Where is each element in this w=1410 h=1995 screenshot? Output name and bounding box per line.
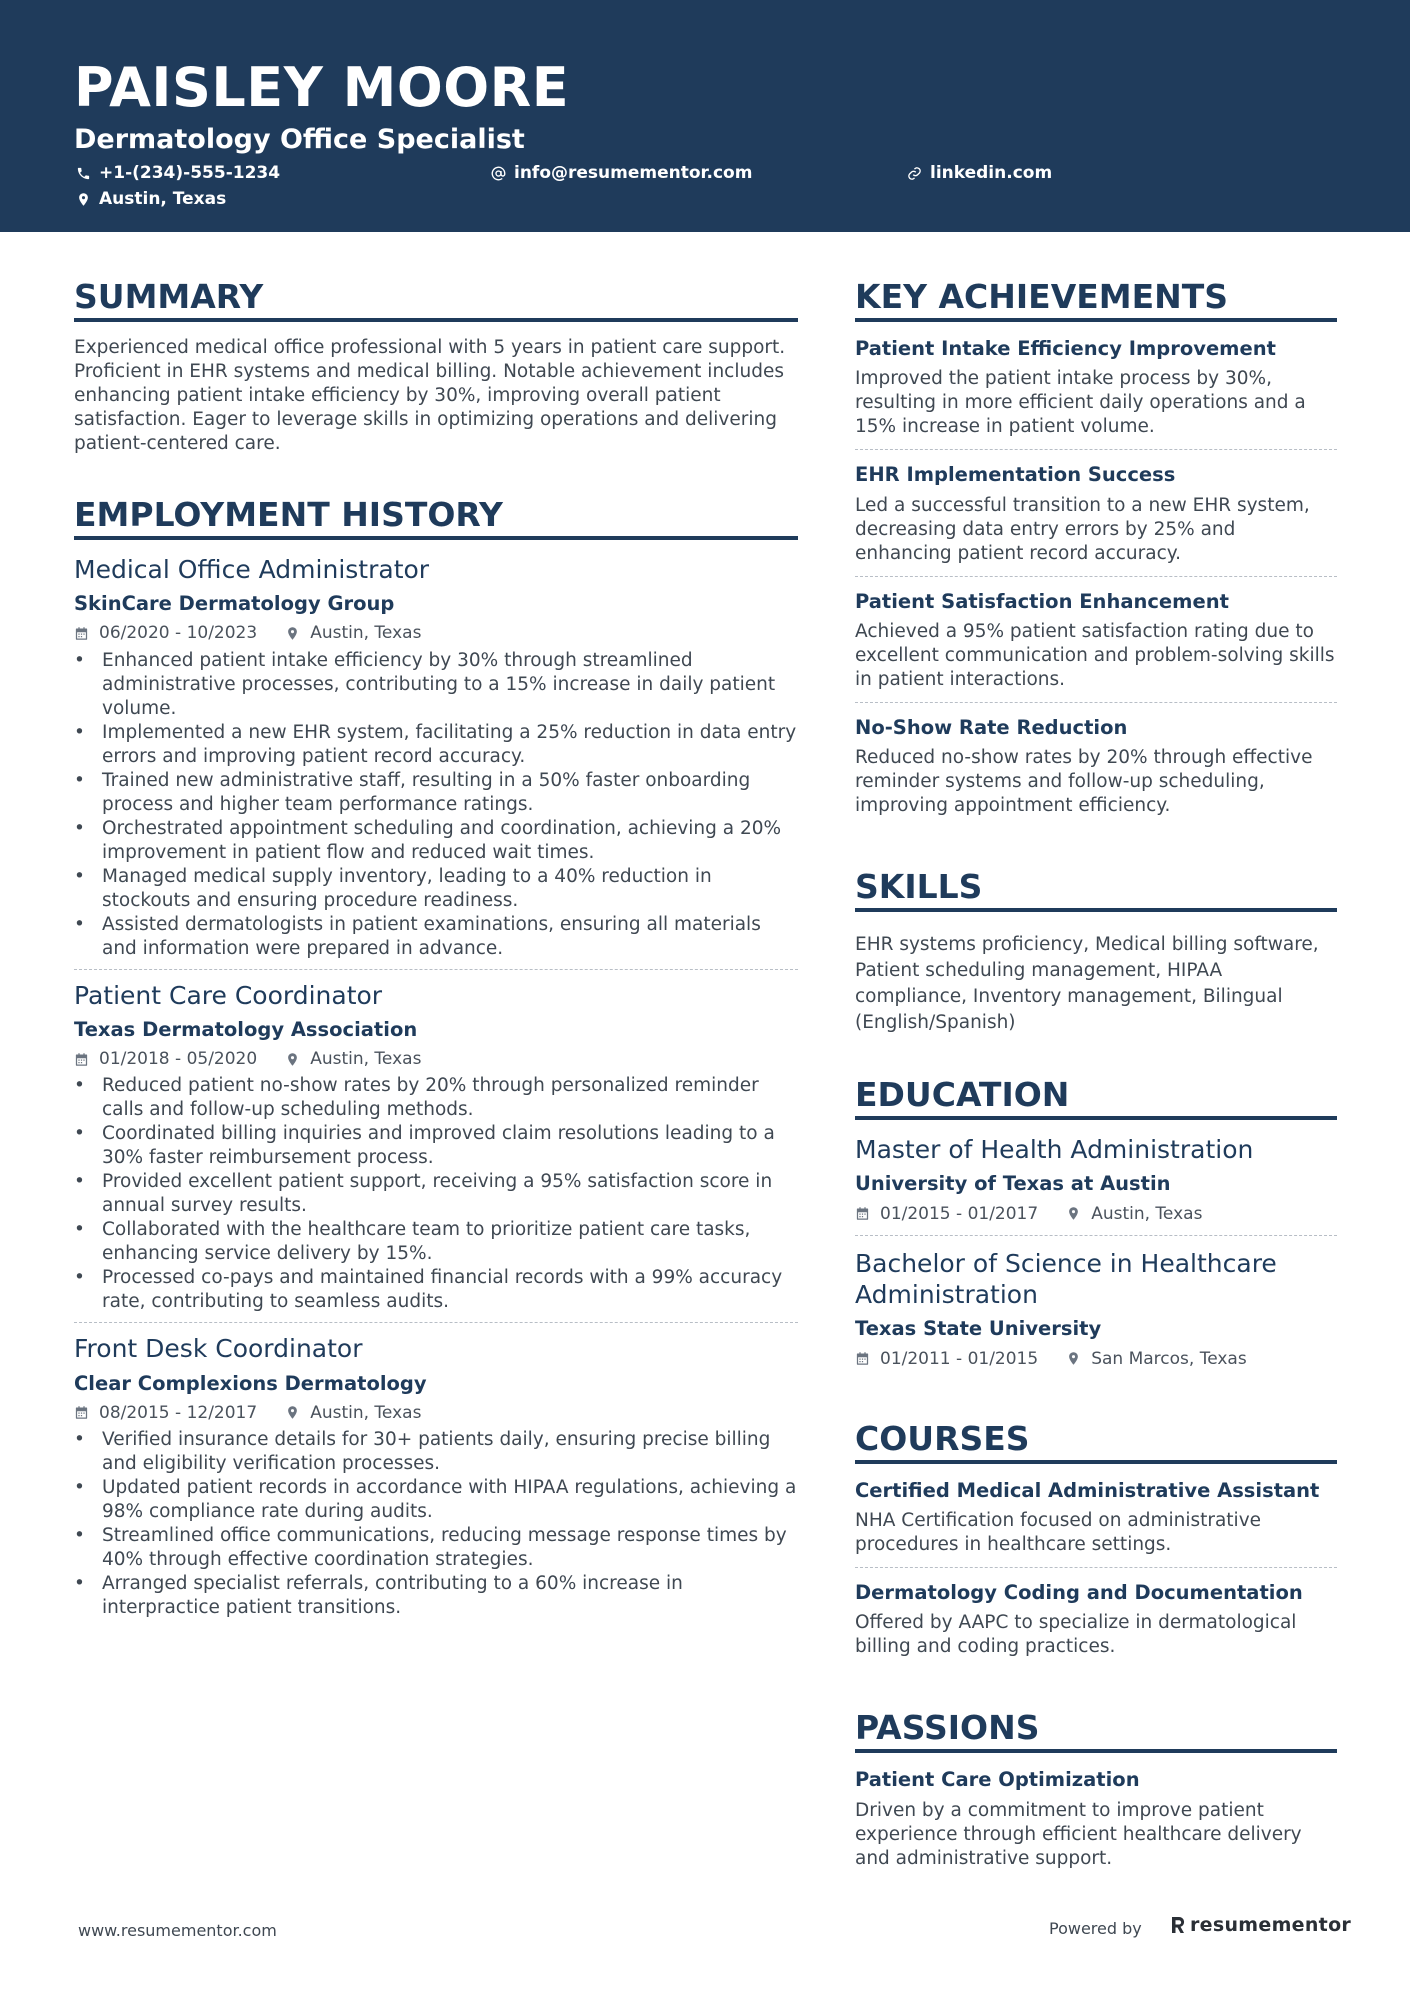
- achievement-text: Improved the patient intake process by 30%, resulting in more efficient daily operations and a 15% increase in patient volume.: [855, 368, 1306, 438]
- calendar-icon: [74, 1405, 89, 1420]
- job-meta: [74, 1402, 798, 1424]
- education-location: San Marcos, Texas: [1091, 1348, 1247, 1369]
- footer-website-link[interactable]: www.resumementor.com: [78, 1921, 277, 1940]
- achievement-text: Reduced no-show rates by 20% through effective reminder systems and follow-up scheduling, improving appointment efficiency.: [855, 747, 1313, 817]
- courses-section: [855, 1420, 1337, 1670]
- job-dates: 06/2020 - 10/2023: [99, 623, 258, 644]
- education-meta: [855, 1348, 1337, 1370]
- calendar-icon: [855, 1206, 870, 1221]
- at-sign-icon: [491, 166, 506, 181]
- course-title: Dermatology Coding and Documentation: [855, 1581, 1303, 1605]
- summary-text: Experienced medical office professional with 5 years in patient care support. Proficient in EHR systems and medical billing. Notable achievement includes enhancing patient intake efficiency by 30%, improving overall patient satisfaction. Eager to leverage skills in optimizing operations and delivering patient-centered care.: [74, 336, 786, 454]
- passions-heading: PASSIONS: [855, 1709, 1337, 1753]
- achievement-item: [855, 589, 1337, 703]
- contact-linkedin-text: linkedin.com: [930, 163, 1053, 183]
- job-bullet: • Updated patient records in accordance with HIPAA regulations, achieving a 98% compliance rate during audits.: [74, 1476, 798, 1524]
- right-column: [855, 278, 1337, 1921]
- job-bullet: • Implemented a new EHR system, facilitating a 25% reduction in data entry errors and improving patient record accuracy.: [74, 721, 798, 769]
- resumementor-logo-icon: [1170, 1915, 1186, 1935]
- job-bullet: • Verified insurance details for 30+ patients daily, ensuring precise billing and eligibility verification processes.: [74, 1428, 798, 1476]
- location-pin-icon: [285, 1052, 300, 1067]
- contact-phone-text: +1-(234)-555-1234: [99, 163, 281, 183]
- education-school: University of Texas at Austin: [855, 1172, 1171, 1196]
- achievements-section: [855, 278, 1337, 828]
- summary-heading: SUMMARY: [74, 278, 798, 322]
- passion-text: Driven by a commitment to improve patient experience through efficient healthcare delivery and administrative support.: [855, 1799, 1302, 1869]
- location-pin-icon: [1066, 1351, 1081, 1366]
- job-bullet: • Orchestrated appointment scheduling and coordination, achieving a 20% improvement in patient flow and reduced wait times.: [74, 817, 798, 865]
- course-text: NHA Certification focused on administrative procedures in healthcare settings.: [855, 1510, 1262, 1556]
- job-bullet: • Coordinated billing inquiries and improved claim resolutions leading to a 30% faster reimbursement process.: [74, 1122, 798, 1170]
- job-location: Austin, Texas: [310, 623, 422, 644]
- education-section: [855, 1076, 1337, 1380]
- achievement-text: Led a successful transition to a new EHR system, decreasing data entry errors by 25% and enhancing patient record accuracy.: [855, 494, 1310, 564]
- job-bullet: • Processed co-pays and maintained financial records with a 99% accuracy rate, contributing to seamless audits.: [74, 1266, 798, 1314]
- passion-item: [855, 1767, 1337, 1880]
- contact-email[interactable]: [491, 163, 752, 183]
- job-bullet: • Enhanced patient intake efficiency by 30% through streamlined administrative processes, contributing to a 15% increase in daily patient volume.: [74, 649, 798, 721]
- footer-brand-logo[interactable]: [1170, 1914, 1351, 1936]
- job-bullet: • Collaborated with the healthcare team to prioritize patient care tasks, enhancing service delivery by 15%.: [74, 1218, 798, 1266]
- achievement-title: Patient Satisfaction Enhancement: [855, 589, 1229, 613]
- education-item: [855, 1134, 1337, 1236]
- footer-brand-name: resumementor: [1190, 1914, 1352, 1936]
- passions-section: [855, 1709, 1337, 1880]
- summary-section: [74, 278, 798, 456]
- job-role: Front Desk Coordinator: [74, 1334, 363, 1364]
- contact-phone[interactable]: [76, 163, 280, 183]
- job-role: Medical Office Administrator: [74, 554, 430, 584]
- education-degree: Bachelor of Science in Healthcare Administration: [855, 1248, 1277, 1310]
- job-bullet: • Trained new administrative staff, resulting in a 50% faster onboarding process and higher team performance ratings.: [74, 769, 798, 817]
- link-icon: [907, 166, 922, 181]
- education-dates: 01/2011 - 01/2015: [880, 1348, 1039, 1369]
- calendar-icon: [855, 1351, 870, 1366]
- job-bullet: • Provided excellent patient support, receiving a 95% satisfaction score in annual survey results.: [74, 1170, 798, 1218]
- achievement-title: Patient Intake Efficiency Improvement: [855, 336, 1276, 360]
- achievement-item: [855, 715, 1337, 828]
- job-company: Texas Dermatology Association: [74, 1017, 418, 1041]
- job-dates: 08/2015 - 12/2017: [99, 1402, 258, 1423]
- candidate-title: Dermatology Office Specialist: [74, 124, 525, 155]
- course-text: Offered by AAPC to specialize in dermatological billing and coding practices.: [855, 1612, 1297, 1658]
- job-company: Clear Complexions Dermatology: [74, 1371, 427, 1395]
- achievement-title: EHR Implementation Success: [855, 463, 1176, 487]
- location-pin-icon: [1066, 1206, 1081, 1221]
- job-bullet: • Managed medical supply inventory, leading to a 40% reduction in stockouts and ensuring procedure readiness.: [74, 865, 798, 913]
- education-meta: [855, 1203, 1337, 1225]
- job-entry: [74, 554, 798, 970]
- education-item: [855, 1248, 1337, 1380]
- achievement-title: No-Show Rate Reduction: [855, 715, 1128, 739]
- course-item: [855, 1580, 1337, 1669]
- contact-email-text: info@resumementor.com: [514, 163, 753, 183]
- job-bullet: • Reduced patient no-show rates by 20% through personalized reminder calls and follow-up scheduling methods.: [74, 1074, 798, 1122]
- phone-icon: [76, 166, 91, 181]
- education-school: Texas State University: [855, 1317, 1102, 1341]
- achievement-text: Achieved a 95% patient satisfaction rating due to excellent communication and problem-solving skills in patient interactions.: [855, 620, 1335, 690]
- job-bullets: [74, 649, 798, 961]
- job-bullet: • Arranged specialist referrals, contributing to a 60% increase in interpractice patient transitions.: [74, 1572, 798, 1620]
- job-entry: [74, 980, 798, 1324]
- job-meta: [74, 1048, 798, 1070]
- job-company: SkinCare Dermatology Group: [74, 592, 395, 616]
- job-bullet: • Assisted dermatologists in patient examinations, ensuring all materials and information were prepared in advance.: [74, 913, 798, 961]
- achievement-item: [855, 462, 1337, 576]
- courses-heading: COURSES: [855, 1420, 1337, 1464]
- calendar-icon: [74, 1052, 89, 1067]
- contact-location-text: Austin, Texas: [99, 189, 227, 209]
- job-meta: [74, 622, 798, 644]
- left-column: [74, 278, 798, 1668]
- education-heading: EDUCATION: [855, 1076, 1337, 1120]
- employment-section: [74, 496, 798, 1628]
- achievements-heading: KEY ACHIEVEMENTS: [855, 278, 1337, 322]
- location-pin-icon: [285, 626, 300, 641]
- location-pin-icon: [285, 1405, 300, 1420]
- candidate-name: PAISLEY MOORE: [74, 56, 570, 119]
- skills-heading: SKILLS: [855, 868, 1337, 912]
- job-entry: [74, 1333, 798, 1628]
- education-dates: 01/2015 - 01/2017: [880, 1203, 1039, 1224]
- skills-section: [855, 868, 1337, 1036]
- contact-location: [76, 189, 226, 209]
- job-bullets: [74, 1428, 798, 1620]
- education-location: Austin, Texas: [1091, 1203, 1203, 1224]
- calendar-icon: [74, 626, 89, 641]
- employment-heading: EMPLOYMENT HISTORY: [74, 496, 798, 540]
- contact-linkedin[interactable]: [907, 163, 1052, 183]
- job-location: Austin, Texas: [310, 1402, 422, 1423]
- course-title: Certified Medical Administrative Assistant: [855, 1478, 1320, 1502]
- course-item: [855, 1478, 1337, 1568]
- job-location: Austin, Texas: [310, 1049, 422, 1070]
- location-pin-icon: [76, 192, 91, 207]
- education-degree: Master of Health Administration: [855, 1135, 1254, 1165]
- skills-text: EHR systems proficiency, Medical billing software, Patient scheduling management, HIPAA compliance, Inventory management, Bilingual (English/Spanish): [855, 934, 1319, 1034]
- passion-title: Patient Care Optimization: [855, 1768, 1140, 1792]
- footer-powered-by: Powered by: [1049, 1919, 1142, 1938]
- job-dates: 01/2018 - 05/2020: [99, 1049, 258, 1070]
- resume-header: [0, 0, 1410, 232]
- job-bullet: • Streamlined office communications, reducing message response times by 40% through effective coordination strategies.: [74, 1524, 798, 1572]
- achievement-item: [855, 336, 1337, 450]
- job-bullets: [74, 1074, 798, 1314]
- job-role: Patient Care Coordinator: [74, 980, 383, 1010]
